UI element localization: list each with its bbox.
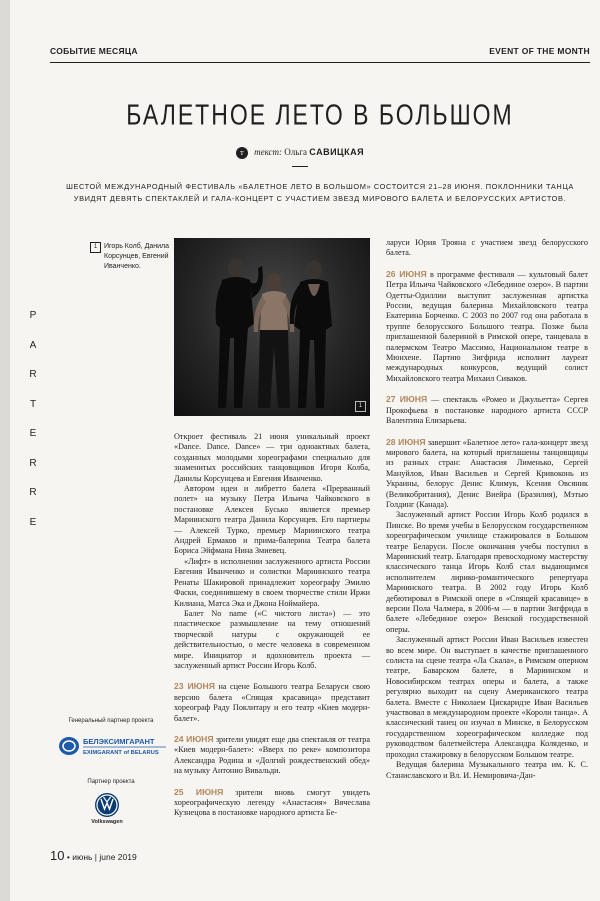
paragraph: Автором идеи и либретто балета «Прерванный полет» на музыку Петра Ильича Чайковского в постановке Алексея Бусько является премьер Мариинского театра Данила Корсунцев. Его партнеры — Алексей Турко, премьер Мариинского театра Андрей Ермаков и прима-балерина Театра балета Бориса Эйфмана Нина Змиевец.	[174, 484, 370, 556]
date-highlight: 25 ИЮНЯ	[174, 786, 224, 797]
date-highlight: 24 ИЮНЯ	[174, 733, 214, 744]
article-column-1	[174, 432, 370, 819]
author-prefix: текст:	[254, 147, 283, 158]
author-last-name: САВИЦКАЯ	[309, 147, 365, 158]
date-paragraph	[386, 437, 588, 511]
date-highlight: 23 ИЮНЯ	[174, 681, 215, 692]
paragraph: «Лифт» в исполнении заслуженного артиста России Евгения Иванченко и солистки Мариинского театра Ренаты Шакировой принадлежит хореографу Эмилю Фаски, соединившему в своем творчестве стили Иржи Килиана, Матса Эка и Джона Ноймайера.	[174, 556, 370, 608]
section-label-ru: СОБЫТИЕ МЕСЯЦА	[50, 46, 138, 56]
paragraph: Заслуженный артист России Иван Васильев известен во всем мире. Он выступает в качестве приглашенного солиста на сцене театра «Ла Скала», в Римском оперном театре, Баварском балете, в Мариинском и Новосибирском театрах оперы и балета, а также регулярно выходит на сцену Американского театра балета. Вместе с Николаем Цискаридзе Иван Васильев участвовал в международном проекте «Короли танца». А классический танец он изучал в Минске, в Белорусском государственном хореографическом колледже под руководством балетмейстера Александра Коляденко, и проходил стажировку в белорусском Большом театре.	[386, 635, 588, 759]
paragraph: Заслуженный артист России Игорь Колб родился в Пинске. Во время учебы в Белорусском государственном хореографическом училище стажировался в Большом театре Беларуси. После окончания учебы поступил в Мариинский театр. Благодаря превосходному мастерству классического танца Игорь Колб стал выдающимся исполнителем лирико-романтического репертуара Мариинского театра. В 2002 году Игорь Колб дебютировал в Римской опере в «Спящей красавице» в версии Пола Чалмера, в 2006-м — в партии Зигфрида в балете «Лебединое озеро» Венской государственной оперы.	[386, 510, 588, 634]
date-paragraph	[386, 394, 588, 426]
side-letter: E	[29, 516, 37, 528]
side-letter: R	[29, 487, 37, 498]
date-text: завершит «Балетное лето» гала-концерт звезд мирового балета, на который приглашены танцовщицы из разных стран: Анастасия Лименько, Сергей Мануйлов, Иван Васильев и Сергей Кривоконь из Украины, белорус Денис Климук, Ксения Овсяник (Великобритания), Денис Виейра (Бразилия), Мэтью Голдинг (Канада).	[386, 437, 588, 509]
date-paragraph	[174, 734, 370, 777]
footer-separator: •	[66, 852, 70, 862]
paragraph: Балет No name («С чистого листа») — это пластическое размышление на тему отношений творческой натуры с окружающей ее действительностью, о месте человека в современном мире. Инициатор и вдохновитель проекта — заслуженный артист России Игорь Колб.	[174, 608, 370, 670]
author-first-name: Ольга	[284, 147, 308, 158]
date-text: зрители вновь смогут увидеть хореографическую легенду «Анастасия» Вячеслава Кузнецова в постановке народного артиста Бе-	[174, 787, 370, 818]
paragraph: Откроет фестиваль 21 июня уникальный проект «Dance. Dance. Dance» — три одноактных балета, созданных молодыми хореографами специально для знаменитых российских танцовщиков Игоря Колба, Данилы Корсунцева и Евгения Иванченко.	[174, 432, 370, 483]
article-title: БАЛЕТНОЕ ЛЕТО В БОЛЬШОМ	[126, 98, 514, 131]
lead-divider	[292, 166, 308, 167]
parterre-vertical-label	[26, 310, 40, 546]
side-letter: P	[29, 310, 37, 321]
dancers-illustration	[174, 238, 370, 416]
date-highlight: 28 ИЮНЯ	[386, 436, 426, 447]
eximgarant-logo	[58, 734, 168, 758]
date-highlight: 27 ИЮНЯ	[386, 394, 428, 405]
date-text: на сцене Большого театра Беларуси свою версию балета «Спящая красавица» представит хореограф Раду Поклитару и его театр «Киев модерн-балет».	[174, 682, 371, 723]
caption-number: 1	[90, 242, 101, 253]
general-partner-label: Генеральный партнер проекта	[68, 718, 154, 724]
photo-caption: Игорь Колб, Данила Корсунцев, Евгений Иванченко.	[104, 243, 169, 270]
paragraph: ларуси Юрия Трояна с участием звезд белорусского балета.	[386, 238, 588, 258]
date-text: в программе фестиваля — культовый балет Петра Ильича Чайковского «Лебединое озеро». В партии Одетты-Одиллии выступит заслуженная артистка России, ведущая балерина Михайловского театра Екатерина Борченко. С 2003 по 2007 год она работала в труппе белорусского Большого театра. Позже была приглашенной балериной в Римской опере, танцевала в палермском Театро Массимо, Национальном театре в Мюнхене. Партию Зигфрида исполнит лауреат международных конкурсов, ведущий солист Михайловского театра Михаил Сиваков.	[386, 269, 588, 383]
article-column-2	[386, 238, 588, 781]
page-spine	[0, 0, 10, 901]
side-letter: R	[29, 457, 37, 469]
date-paragraph	[174, 681, 370, 724]
partner-label: Партнер проекта	[87, 779, 135, 785]
side-letter: A	[29, 339, 37, 351]
date-highlight: 26 ИЮНЯ	[386, 268, 427, 279]
volkswagen-logo	[94, 792, 120, 818]
date-paragraph	[386, 269, 588, 384]
date-text: — спектакль «Ромео и Джульетта» Сергея Прокофьева в постановке народного артиста СССР Валентина Елизарьева.	[386, 395, 588, 426]
bank-name-ru: БЕЛЭКСИМГАРАНТ	[83, 737, 155, 746]
photo-number: 1	[355, 401, 366, 412]
text-author-icon: т	[236, 147, 248, 159]
side-letter: T	[29, 398, 37, 410]
bank-name-en: EXIMGARANT of BELARUS	[83, 750, 159, 756]
header-rule	[50, 62, 590, 63]
page-footer	[50, 848, 137, 863]
section-label-en: EVENT OF THE MONTH	[489, 46, 590, 56]
page-number: 10	[50, 848, 65, 863]
side-letter: R	[29, 369, 37, 380]
volkswagen-wordmark: Volkswagen	[91, 819, 123, 825]
side-letter: E	[29, 428, 37, 439]
section-header	[50, 46, 590, 60]
dancers-photo	[174, 238, 370, 416]
author-byline	[0, 147, 600, 159]
issue-date: июнь | june 2019	[72, 852, 137, 862]
date-paragraph	[174, 787, 370, 819]
article-lead: ШЕСТОЙ МЕЖДУНАРОДНЫЙ ФЕСТИВАЛЬ «БАЛЕТНОЕ ЛЕТО В БОЛЬШОМ» СОСТОИТСЯ 21–28 ИЮНЯ. ПОКЛОННИКИ ТАНЦА УВИДЯТ ДЕВЯТЬ СПЕКТАКЛЕЙ И ГАЛА-КОНЦЕРТ С УЧАСТИЕМ ЗВЕЗД МИРОВОГО БАЛЕТА И БЕЛОРУССКИХ АРТИСТОВ.	[66, 182, 574, 203]
date-text: зрители увидят еще два спектакля от театра «Киев модерн-балет»: «Вверх по реке» композитора Александра Родина и «Долгий рождественский обед» на музыку Антонио Вивальди.	[174, 734, 371, 776]
paragraph: Ведущая балерина Музыкального театра им. К. С. Станиславского и Вл. И. Немировича-Дан-	[386, 760, 588, 780]
